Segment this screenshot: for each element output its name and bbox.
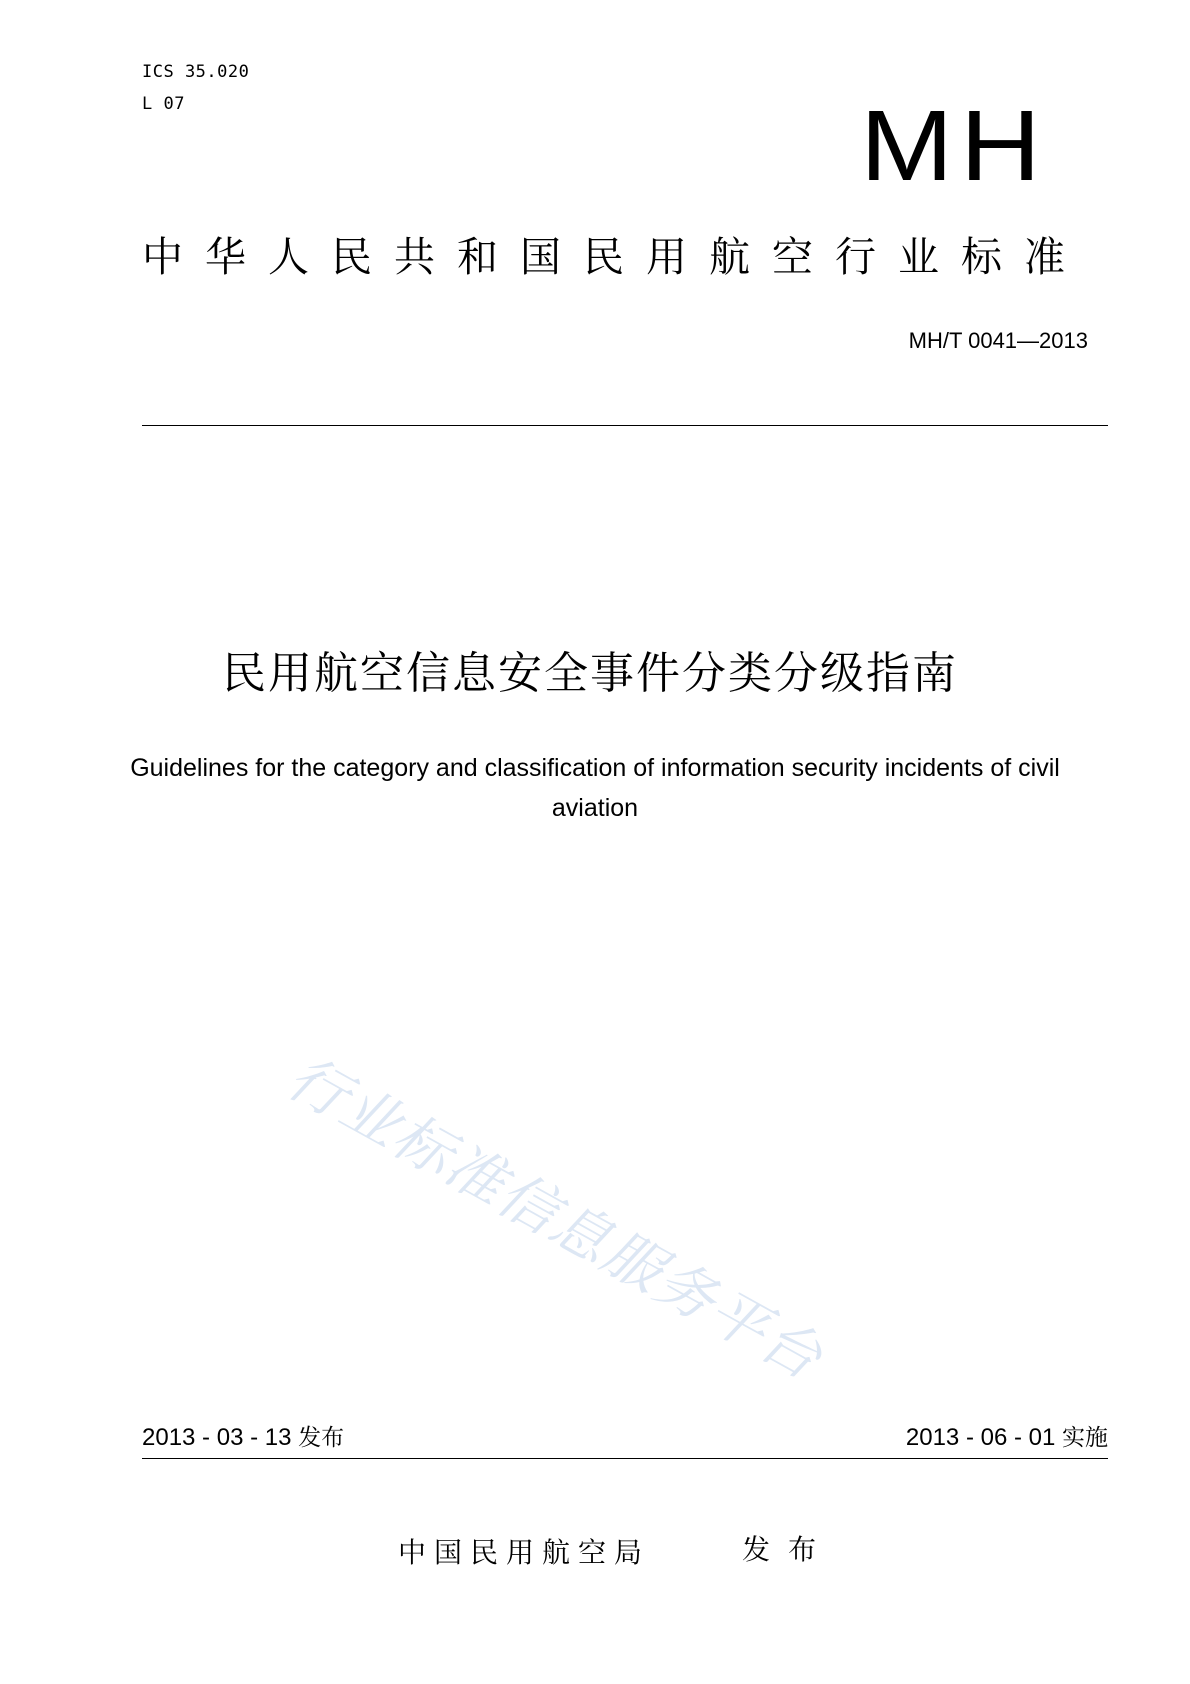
issue-date: 2013 - 03 - 13 bbox=[142, 1424, 292, 1451]
title-chinese: 民用航空信息安全事件分类分级指南 bbox=[222, 648, 958, 699]
publish-word: 发布 bbox=[742, 1533, 835, 1566]
title-chinese-container bbox=[0, 646, 1190, 702]
title-english: Guidelines for the category and classification of information security incidents of civil aviation bbox=[130, 754, 1060, 822]
header-divider bbox=[142, 425, 1108, 426]
standard-number: MH/T 0041—2013 bbox=[908, 328, 1088, 353]
implement-label: 实施 bbox=[1062, 1425, 1108, 1451]
publisher: 中国民用航空局 bbox=[398, 1536, 651, 1569]
mh-logo: MH bbox=[860, 90, 1048, 202]
implement-date: 2013 - 06 - 01 bbox=[905, 1424, 1056, 1451]
implement-date-line bbox=[906, 1424, 1108, 1452]
standard-category: 中华人民共和国民用航空行业标准 bbox=[142, 233, 1087, 281]
footer-divider bbox=[142, 1458, 1108, 1459]
issue-label: 发布 bbox=[298, 1425, 345, 1451]
ccs-code: L 07 bbox=[142, 94, 185, 114]
issue-date-line bbox=[142, 1424, 344, 1452]
watermark: 行业标准信息服务平台 bbox=[276, 1042, 835, 1394]
ics-code: ICS 35.020 bbox=[142, 62, 250, 82]
